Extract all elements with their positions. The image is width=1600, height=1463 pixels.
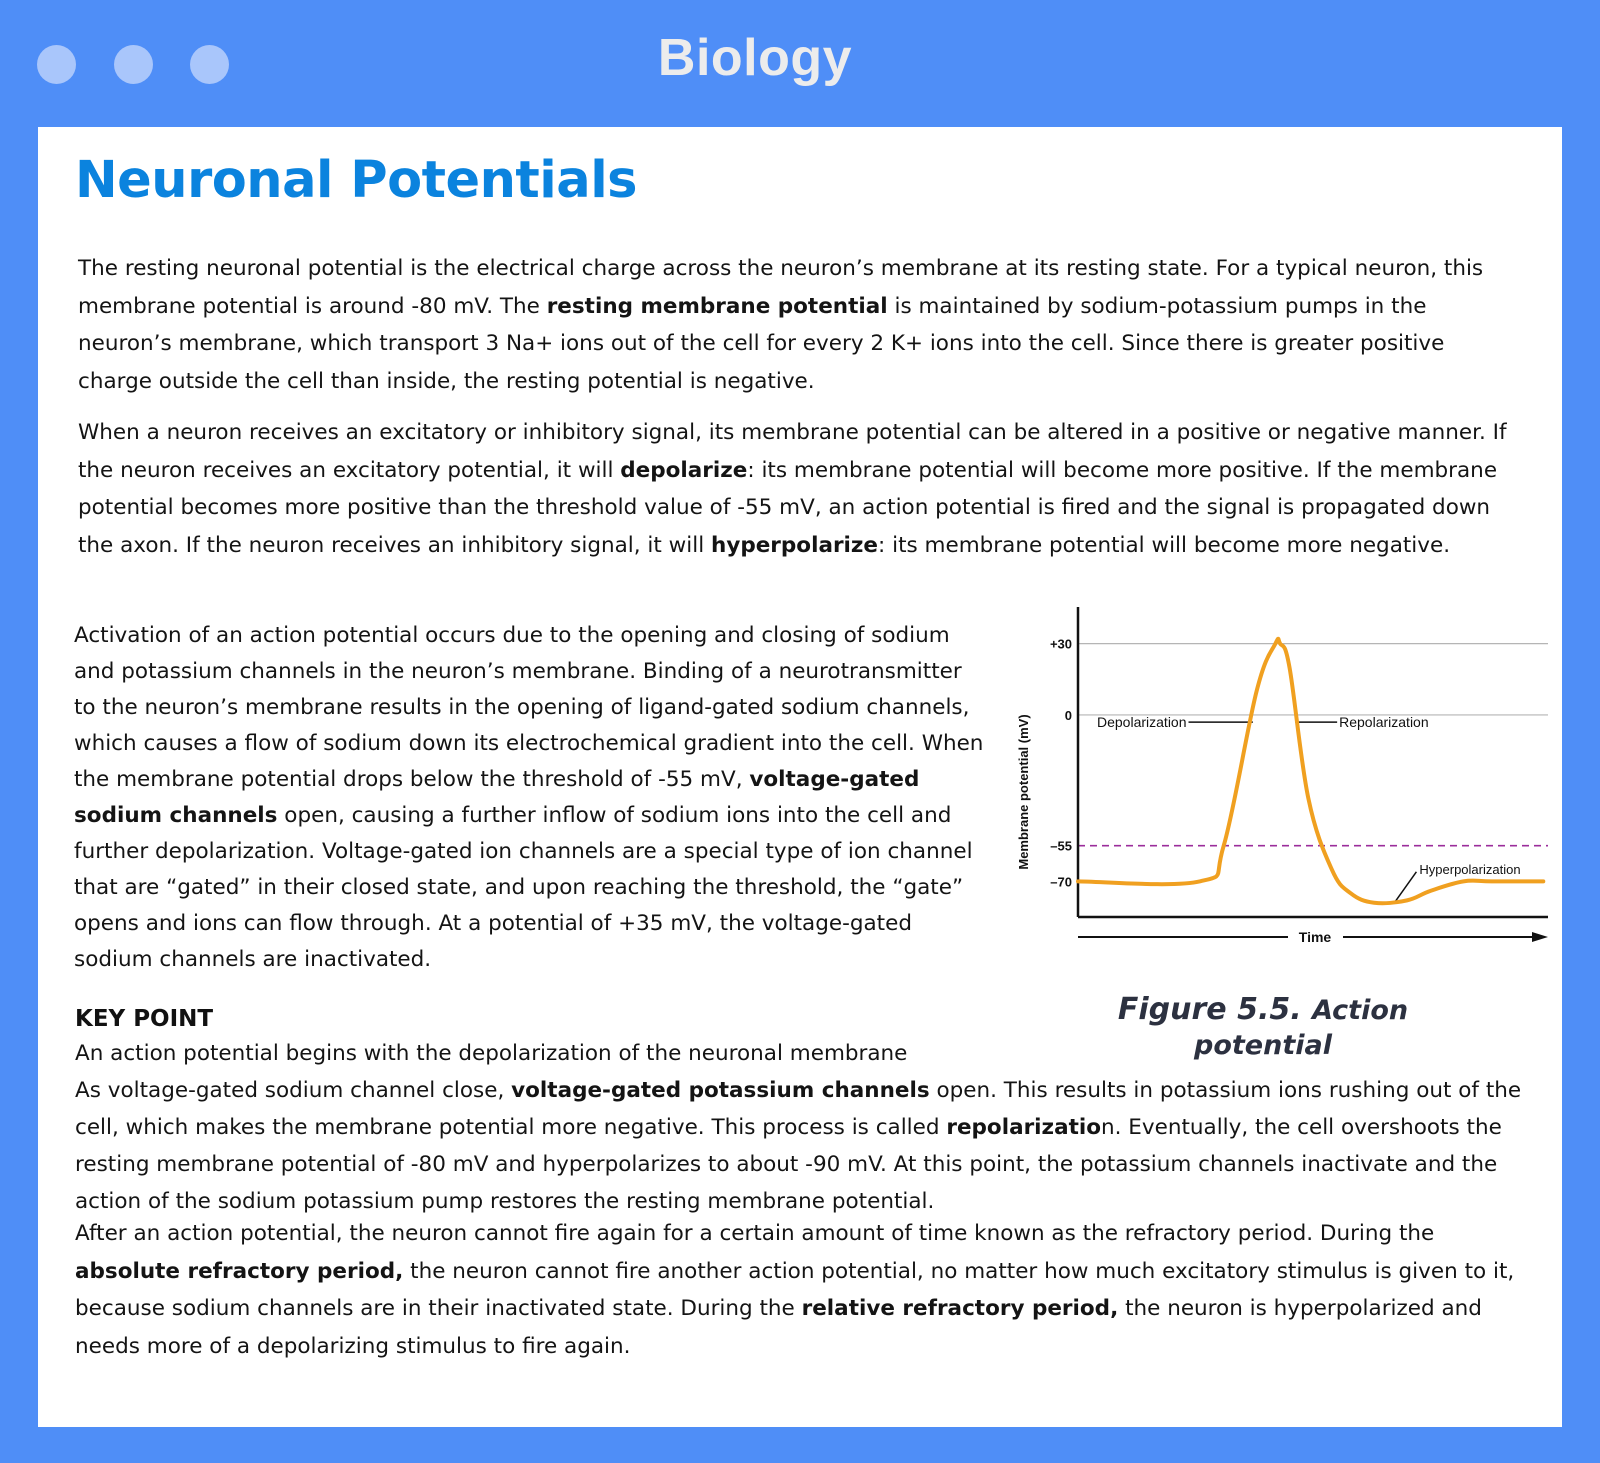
title-bar (0, 0, 1600, 128)
caption-sub: Action potential (1194, 995, 1409, 1061)
paragraph-resting-potential (78, 250, 1518, 400)
text: : its membrane potential will become more positive. If the membrane potential becomes more positive than the threshold value of -55 mV, an action potential is fired and the signal is propagated down the axon. If the neuron receives an inhibitory signal, it will (78, 457, 1498, 558)
content-card (38, 127, 1562, 1427)
text: n. Eventually, the cell overshoots the resting membrane potential of -80 mV and hyperpolarizes to about -90 mV. At this point, the potassium channels inactivate and the action of the sodium potassium pump restores the resting membrane potential. (75, 1115, 1502, 1214)
caption-main: Figure 5.5. (1117, 992, 1302, 1027)
bold-term: voltage-gated sodium channels (74, 767, 920, 828)
window-title: Biology (657, 29, 853, 87)
text: Activation of an action potential occurs due to the opening and closing of sodium and potassium channels in the neuron’s membrane. Binding of a neurotransmitter to the neuron’s membrane results in the opening of ligand-gated sodium channels, which causes a flow of sodium down its electrochemical gradient into the cell. When the membrane potential drops below the threshold of -55 mV, (74, 623, 984, 792)
figure-caption (1048, 992, 1478, 1062)
action-potential-figure (998, 607, 1558, 1057)
paragraph-signals (78, 414, 1518, 564)
text: After an action potential, the neuron cannot fire again for a certain amount of time known as the refractory period. During the (75, 1221, 1435, 1246)
action-potential-chart (998, 607, 1558, 1057)
text: The resting neuronal potential is the electrical charge across the neuron’s membrane at its resting state. For a typical neuron, this membrane potential is around -80 mV. The (78, 256, 1484, 319)
text: open. This results in potassium ions rushing out of the cell, which makes the membrane potential more negative. This process is called (75, 1078, 1522, 1140)
y-axis-label: Membrane potential (mV) (1016, 714, 1031, 870)
y-tick-label: 0 (1064, 707, 1072, 723)
page-title: Neuronal Potentials (75, 151, 638, 210)
text: When a neuron receives an excitatory or inhibitory signal, its membrane potential can be altered in a positive or negative manner. If the neuron receives an excitatory potential, it will (78, 420, 1507, 483)
bold-term: resting membrane potential (546, 293, 888, 319)
text: the neuron cannot fire another action potential, no matter how much excitatory stimulus is given to it, because sodium channels are in their inactivated state. During the (75, 1258, 1515, 1321)
bold-term: voltage-gated potassium channels (511, 1078, 930, 1103)
y-tick-label: +30 (1049, 636, 1072, 652)
text: open, causing a further inflow of sodium ions into the cell and further depolarization. Voltage-gated ion channels are a special type of ion channel that are “gated” in their closed state, and upon reaching the threshold, the “gate” opens and ions can flow through. At a potential of +35 mV, the voltage-gated sodium channels are inactivated. (74, 803, 973, 972)
bold-term: hyperpolarize (711, 532, 879, 558)
text: As voltage-gated sodium channel close, (75, 1078, 512, 1103)
bold-term: repolarizatio (946, 1115, 1101, 1140)
key-point-title: KEY POINT (75, 1006, 214, 1032)
text: : its membrane potential will become more negative. (878, 532, 1451, 558)
time-arrow-head (1532, 932, 1548, 942)
text: the neuron is hyperpolarized and needs more of a depolarizing stimulus to fire again. (75, 1296, 1482, 1359)
bold-term: absolute refractory period, (75, 1258, 404, 1284)
x-axis-label: Time (1298, 929, 1332, 945)
paragraph-refractory (75, 1215, 1535, 1365)
y-tick-label: –55 (1050, 838, 1072, 854)
annotation-depolarization: Depolarization (1097, 714, 1187, 731)
bold-term: depolarize (620, 457, 748, 483)
annotation-repolarization: Repolarization (1339, 714, 1429, 731)
y-tick-label: –70 (1050, 874, 1072, 890)
paragraph-repolarization (75, 1072, 1535, 1220)
key-point-text: An action potential begins with the depolarization of the neuronal membrane (75, 1041, 908, 1066)
bold-term: relative refractory period, (801, 1296, 1119, 1321)
text: is maintained by sodium-potassium pumps in the neuron’s membrane, which transport 3 Na+ ions out of the cell for every 2 K+ ions into the cell. Since there is greater positive charge outside the cell than inside, the resting potential is negative. (78, 293, 1445, 394)
paragraph-activation (74, 618, 989, 978)
annotation-hyperpolarization: Hyperpolarization (1419, 861, 1521, 877)
